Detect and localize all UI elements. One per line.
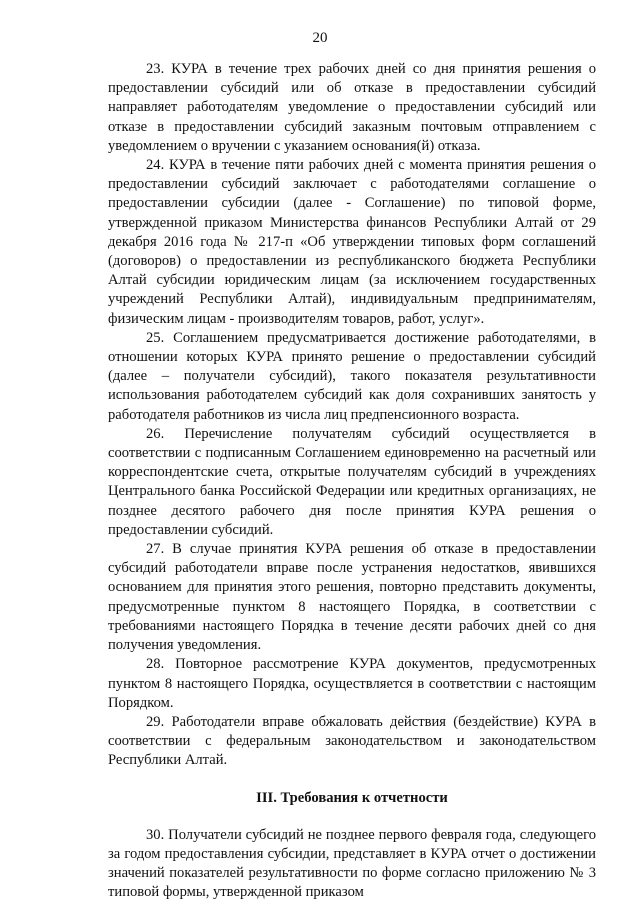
paragraph-23: 23. КУРА в течение трех рабочих дней со дня принятия решения о предоставлении субсидий или об отказе в предоставлении субсидий направляет работодателям уведомление о предоставлении субсидий или отказе в предоставлении субсидий заказным почтовым отправлением с уведомлением о вручении с указанием основания(й) отказа. — [108, 61, 596, 154]
page-number: 20 — [312, 30, 328, 46]
paragraph-30: 30. Получатели субсидий не позднее первого февраля года, следующего за годом предоставления субсидии, представляет в КУРА отчет о достижении значений показателей результативности по форме согласно приложению № 3 типовой формы, утвержденной приказом — [108, 826, 596, 901]
paragraph-29: 29. Работодатели вправе обжаловать действия (бездействие) КУРА в соответствии с федеральным законодательством и законодательством Республики Алтай. — [108, 713, 596, 769]
paragraph-27: 27. В случае принятия КУРА решения об отказе в предоставлении субсидий работодатели вправе после устранения недостатков, явившихся основанием для принятия этого решения, повторно представить документы, предусмотренные пунктом 8 настоящего Порядка, в соответствии с требованиями настоящего Порядка в течение десяти рабочих дней со дня получения уведомления. — [108, 541, 596, 654]
paragraph-26: 26. Перечисление получателям субсидий осуществляется в соответствии с подписанным Соглашением единовременно на расчетный или корреспондентские счета, открытые получателям субсидий в учреждениях Центрального банка Российской Федерации или кредитных организациях, не позднее десятого рабочего дня после принятия КУРА решения о предоставлении субсидий. — [108, 425, 596, 538]
paragraph-25: 25. Соглашением предусматривается достижение работодателями, в отношении которых КУРА принято решение о предоставлении субсидий (далее – получатели субсидий), такого показателя результативности использования работодателем субсидий как доля сохранивших занятость у работодателя работников из числа лиц предпенсионного возраста. — [108, 329, 596, 423]
paragraph-28: 28. Повторное рассмотрение КУРА документов, предусмотренных пунктом 8 настоящего Порядка, осуществляется в соответствии с настоящим Порядком. — [108, 656, 596, 711]
document-body — [108, 60, 596, 903]
section-heading: III. Требования к отчетности — [256, 789, 448, 806]
paragraph-24: 24. КУРА в течение пяти рабочих дней с момента принятия решения о предоставлении субсидий заключает с работодателями соглашение о предоставлении субсидии (далее - Соглашение) по типовой форме, утвержденной приказом Министерства финансов Республики Алтай от 29 декабря 2016 года № 217-п «Об утверждении типовых форм соглашений (договоров) о предоставлении из республиканского бюджета Республики Алтай субсидии юридическим лицам (за исключением государственных учреждений Республики Алтай), индивидуальным предпринимателям, физическим лицам - производителям товаров, работ, услуг». — [108, 157, 596, 327]
